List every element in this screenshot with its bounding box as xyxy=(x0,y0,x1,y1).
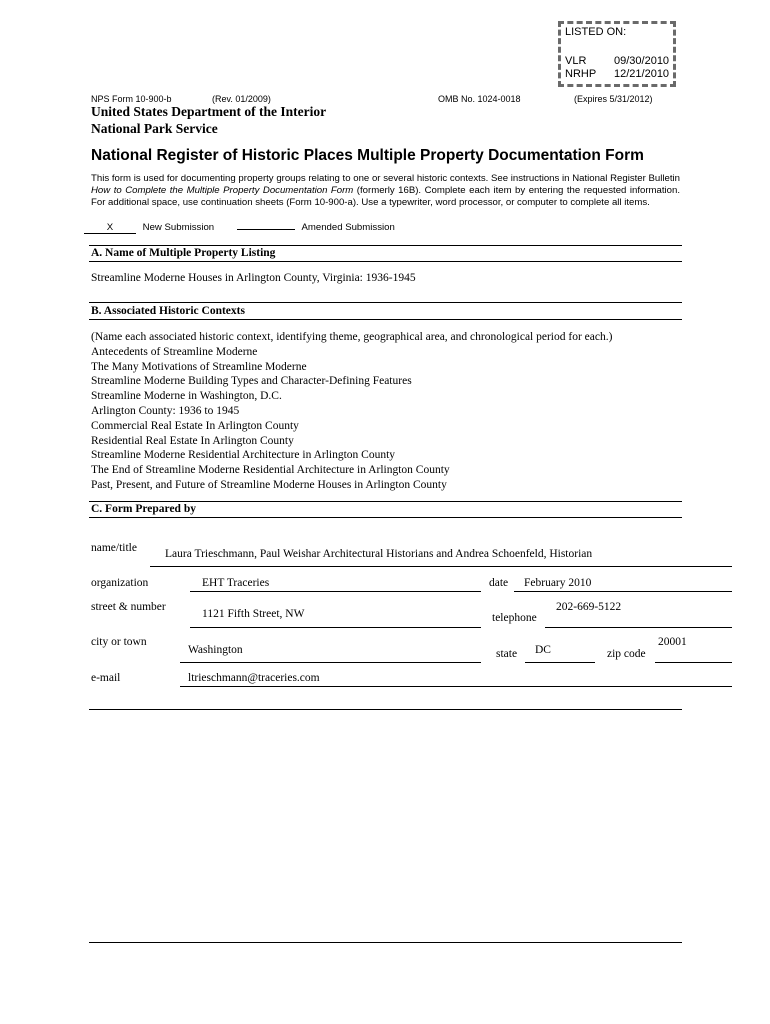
intro-bulletin-title: How to Complete the Multiple Property Documentation Form xyxy=(91,185,354,197)
revision: (Rev. 01/2009) xyxy=(212,94,271,104)
new-submission-label: New Submission xyxy=(142,222,215,233)
email-label: e-mail xyxy=(91,672,121,684)
stamp-vlr-date: 09/30/2010 xyxy=(614,55,670,67)
organization-value[interactable]: EHT Traceries xyxy=(202,577,270,589)
name-title-value[interactable]: Laura Trieschmann, Paul Weishar Architectural Historians and Andrea Schoenfeld, Historian xyxy=(165,548,593,560)
street-value[interactable]: 1121 Fifth Street, NW xyxy=(202,608,305,620)
amended-submission-label: Amended Submission xyxy=(301,222,395,233)
zip-label: zip code xyxy=(607,648,646,660)
section-c-top-rule xyxy=(89,501,682,502)
name-title-label: name/title xyxy=(91,542,137,554)
section-c-bottom-rule xyxy=(89,517,682,518)
context-item: Commercial Real Estate In Arlington County xyxy=(91,419,299,432)
expiration: (Expires 5/31/2012) xyxy=(574,94,653,104)
date-label: date xyxy=(489,577,509,589)
email-value[interactable]: ltrieschmann@traceries.com xyxy=(188,672,320,684)
intro-paragraph: This form is used for documenting property groups relating to one or several historic contexts. See instructions in National Register Bulletin How to Complete the Multiple Property Documentation Form (formerly 16B). Complete each item by entering the requested information. For additional space, use continuation sheets (Form 10-900-a). Use a typewriter, word processor, or computer to complete all items. xyxy=(91,173,680,209)
telephone-label: telephone xyxy=(492,612,537,624)
section-b-heading: B. Associated Historic Contexts xyxy=(91,305,245,317)
property-listing-name: Streamline Moderne Houses in Arlington County, Virginia: 1936-1945 xyxy=(91,272,416,284)
city-value[interactable]: Washington xyxy=(188,644,243,656)
section-c-heading: C. Form Prepared by xyxy=(91,503,196,515)
new-submission-mark[interactable]: X xyxy=(84,222,136,234)
city-label: city or town xyxy=(91,636,147,648)
email-line xyxy=(180,686,732,687)
section-b-top-rule xyxy=(89,302,682,303)
department: United States Department of the Interior xyxy=(91,104,327,119)
context-item: The End of Streamline Moderne Residential Architecture in Arlington County xyxy=(91,464,450,477)
form-number: NPS Form 10-900-b xyxy=(91,94,172,104)
contexts-instruction: (Name each associated historic context, identifying theme, geographical area, and chronological period for each.) xyxy=(91,331,613,343)
context-item: The Many Motivations of Streamline Moderne xyxy=(91,360,307,373)
state-line xyxy=(525,662,595,663)
amended-submission-mark[interactable] xyxy=(237,229,295,230)
state-label: state xyxy=(496,648,518,660)
date-line xyxy=(514,591,732,592)
stamp-nrhp-date: 12/21/2010 xyxy=(614,68,670,80)
telephone-value[interactable]: 202-669-5122 xyxy=(556,601,622,613)
page-title: National Register of Historic Places Multiple Property Documentation Form xyxy=(91,147,644,164)
context-item: Antecedents of Streamline Moderne xyxy=(91,345,258,358)
historic-contexts-list xyxy=(91,330,612,493)
section-c-end-rule xyxy=(89,709,682,710)
stamp-vlr-label: VLR xyxy=(565,55,587,67)
omb-number: OMB No. 1024-0018 xyxy=(438,94,521,104)
city-line xyxy=(180,662,481,663)
section-a-bottom-rule xyxy=(89,261,682,262)
organization-line xyxy=(190,591,481,592)
service: National Park Service xyxy=(91,121,218,136)
zip-line xyxy=(655,662,732,663)
listed-on-stamp xyxy=(558,21,676,87)
telephone-line xyxy=(545,627,732,628)
name-title-line xyxy=(150,566,732,567)
date-value[interactable]: February 2010 xyxy=(524,577,592,589)
stamp-heading: LISTED ON: xyxy=(565,26,627,38)
section-a-heading: A. Name of Multiple Property Listing xyxy=(91,247,276,259)
section-a-top-rule xyxy=(89,245,682,246)
stamp-nrhp-label: NRHP xyxy=(565,68,597,80)
context-item: Arlington County: 1936 to 1945 xyxy=(91,404,240,417)
section-b-bottom-rule xyxy=(89,319,682,320)
submission-row xyxy=(84,222,395,234)
organization-label: organization xyxy=(91,577,149,589)
context-item: Streamline Moderne Building Types and Character-Defining Features xyxy=(91,375,412,388)
context-item: Streamline Moderne in Washington, D.C. xyxy=(91,390,282,403)
context-item: Past, Present, and Future of Streamline Moderne Houses in Arlington County xyxy=(91,478,447,491)
footer-rule xyxy=(89,942,682,943)
zip-value[interactable]: 20001 xyxy=(658,636,687,648)
street-label: street & number xyxy=(91,601,166,613)
state-value[interactable]: DC xyxy=(535,644,551,656)
context-item: Residential Real Estate In Arlington County xyxy=(91,434,294,447)
street-line xyxy=(190,627,481,628)
context-item: Streamline Moderne Residential Architecture in Arlington County xyxy=(91,449,396,462)
